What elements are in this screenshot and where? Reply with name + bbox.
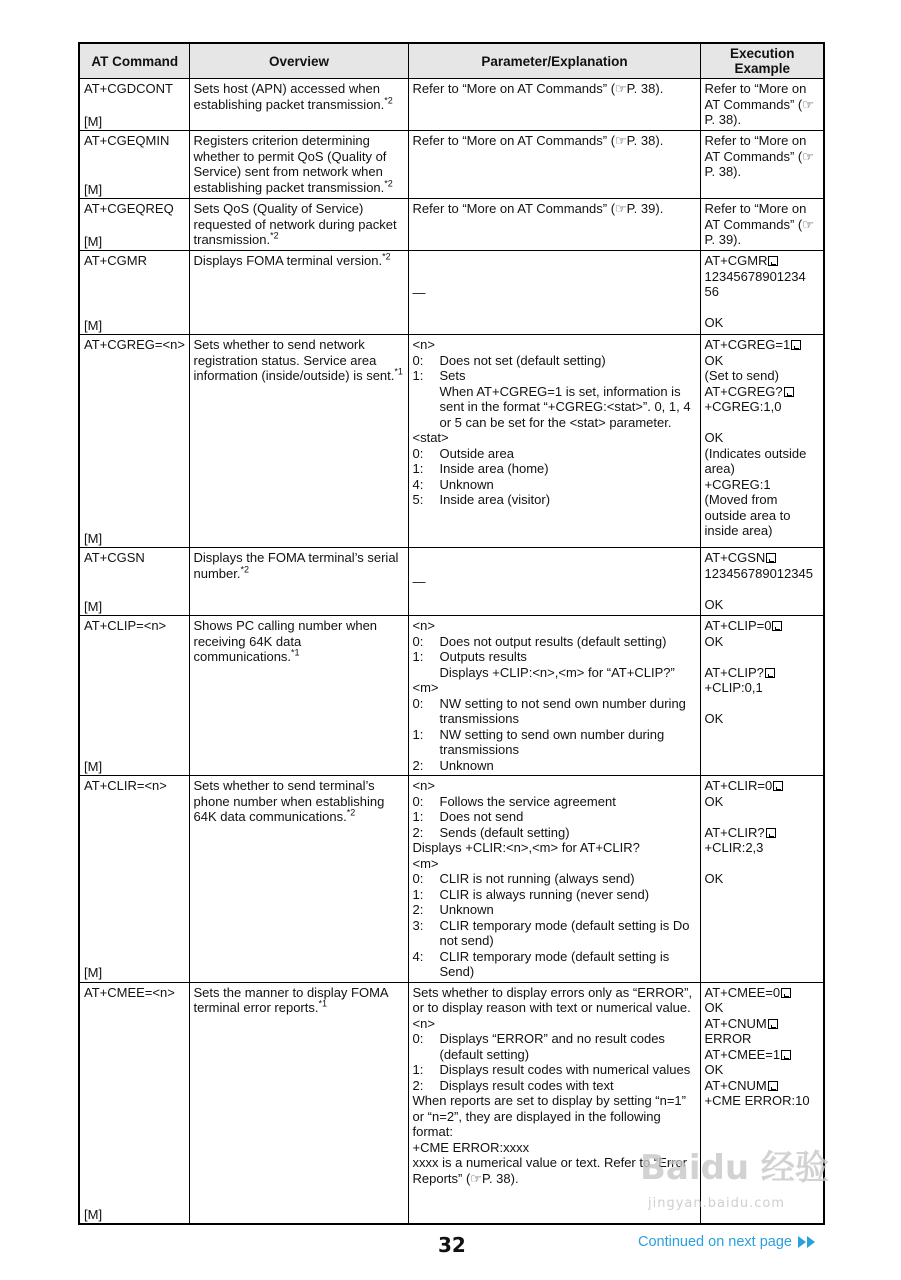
continued-label: Continued on next page — [638, 1234, 792, 1250]
parameter-line — [413, 727, 697, 758]
parameter-number: 5: — [412, 492, 424, 507]
example-line: (Set to send) — [704, 368, 779, 383]
example-line: AT+CLIR=0 — [705, 778, 821, 794]
parameter-line — [413, 1062, 697, 1078]
command-name: AT+CGDCONT — [84, 81, 173, 96]
at-command-table — [78, 42, 825, 1225]
example-line — [705, 649, 821, 665]
mandatory-tag: [M] — [84, 1206, 103, 1222]
example-line: OK — [704, 596, 724, 612]
page — [78, 42, 823, 1225]
example-line: OK — [704, 1062, 724, 1077]
command-name: AT+CGSN — [84, 550, 145, 565]
enter-key-icon — [773, 781, 783, 791]
parameter-text: CLIR temporary mode (default setting is Do not send) — [439, 917, 690, 948]
parameter-line — [413, 825, 697, 841]
parameter-line — [413, 649, 697, 665]
parameter-text: When reports are set to display by setting “n=1” or “n=2”, they are displayed in the following format: — [412, 1093, 686, 1139]
example-line — [705, 809, 821, 825]
table-body — [79, 79, 824, 1225]
example-line: ERROR — [704, 1031, 752, 1046]
parameter-text: <n> — [412, 778, 435, 793]
continued-link[interactable] — [638, 1234, 816, 1250]
parameter-text: <n> — [412, 618, 435, 633]
command-cell — [79, 79, 189, 131]
parameter-dash: — — [412, 573, 426, 589]
parameter-number: 2: — [412, 902, 424, 917]
command-cell — [79, 199, 189, 251]
footnote-mark: *2 — [382, 251, 391, 262]
example-line: Refer to “More on AT Commands” (☞P. 38). — [704, 81, 814, 127]
example-line: +CGREG:1 — [704, 476, 771, 492]
parameter-text: CLIR temporary mode (default setting is Send) — [439, 948, 670, 979]
mandatory-tag: [M] — [84, 233, 103, 249]
table-row — [79, 131, 824, 199]
example-line: +CGREG:1,0 — [704, 399, 782, 414]
parameter-text: Inside area (visitor) — [439, 492, 551, 507]
parameter-line — [413, 794, 697, 810]
parameter-line — [413, 477, 697, 493]
example-line: 56 — [704, 284, 719, 299]
parameter-text: NW setting to not send own number during transmissions — [439, 695, 686, 726]
parameter-number: 1: — [412, 368, 424, 383]
example-line: AT+CMEE=0 — [705, 985, 821, 1001]
overview-cell: Sets QoS (Quality of Service) requested of network during packet transmission.$^{*2}$ — [189, 199, 408, 251]
enter-key-icon — [765, 668, 775, 678]
command-cell — [79, 131, 189, 199]
example-cell — [700, 79, 824, 131]
mandatory-tag: [M] — [84, 598, 103, 614]
parameter-number: 1: — [412, 1062, 424, 1077]
parameter-line — [413, 634, 697, 650]
example-line: +CLIP:0,1 — [704, 680, 763, 695]
table-row — [79, 616, 824, 776]
parameter-text: Unknown — [439, 902, 494, 917]
parameter-line — [413, 1078, 697, 1094]
parameter-number: 2: — [412, 824, 424, 840]
overview-cell: Displays FOMA terminal version.$^{*2}$ — [189, 251, 408, 335]
parameter-text: Unknown — [439, 757, 494, 773]
parameter-text: Sends (default setting) — [439, 824, 570, 840]
example-cell — [700, 251, 824, 335]
overview-cell: Registers criterion determining whether to permit QoS (Quality of Service) sent from network when establishing packet transmission.$^{*2}$ — [189, 131, 408, 199]
enter-key-icon — [791, 340, 801, 350]
table-header-row — [79, 43, 824, 79]
footnote-mark: *2 — [384, 95, 393, 106]
example-line — [705, 696, 821, 712]
header-overview: Overview — [189, 43, 408, 79]
parameter-number: 0: — [412, 1031, 424, 1046]
overview-cell: Sets the manner to display FOMA terminal error reports.$^{*1}$ — [189, 982, 408, 1224]
enter-key-icon — [766, 828, 776, 838]
parameter-line — [413, 446, 697, 462]
parameter-number: 4: — [412, 948, 424, 964]
parameter-number: 1: — [412, 726, 424, 742]
parameter-text: Refer to “More on AT Commands” (☞P. 38). — [412, 133, 664, 148]
parameter-text: When AT+CGREG=1 is set, information is sent in the format “+CGREG:<stat>”. 0, 1, 4 or 5 can be set for the <stat> parameter. — [439, 383, 691, 430]
command-cell — [79, 982, 189, 1224]
table-row — [79, 776, 824, 983]
table-row — [79, 335, 824, 548]
example-line: AT+CGREG=1 — [705, 337, 821, 353]
example-line: OK — [704, 352, 724, 368]
footnote-mark: *2 — [240, 564, 249, 575]
parameter-cell — [408, 548, 700, 616]
command-name: AT+CGEQREQ — [84, 201, 174, 216]
parameter-text: NW setting to send own number during transmissions — [439, 726, 665, 757]
command-cell — [79, 335, 189, 548]
mandatory-tag: [M] — [84, 530, 103, 546]
enter-key-icon — [766, 553, 776, 563]
parameter-text: Unknown — [439, 476, 494, 492]
enter-key-icon — [784, 387, 794, 397]
parameter-text: Refer to “More on AT Commands” (☞P. 38). — [412, 81, 664, 96]
overview-cell: Sets whether to send terminal’s phone number when establishing 64K data communications.$^{*2}$ — [189, 776, 408, 983]
footnote-mark: *2 — [384, 178, 393, 189]
example-line: Refer to “More on AT Commands” (☞P. 39). — [704, 201, 814, 247]
parameter-text: Displays “ERROR” and no result codes (default setting) — [439, 1031, 665, 1062]
double-arrow-icon — [798, 1236, 816, 1248]
parameter-number: 1: — [412, 809, 424, 824]
example-cell — [700, 199, 824, 251]
header-execution-example: Execution Example — [700, 43, 824, 79]
footnote-mark: *1 — [291, 647, 300, 658]
example-line — [705, 415, 821, 431]
example-line: OK — [704, 633, 724, 649]
parameter-text: Displays +CLIR:<n>,<m> for AT+CLIR? — [412, 840, 640, 855]
enter-key-icon — [768, 1019, 778, 1029]
table-row — [79, 199, 824, 251]
parameter-line — [413, 492, 697, 508]
parameter-text: Sets — [439, 368, 466, 383]
parameter-number: 0: — [412, 633, 424, 649]
parameter-line — [413, 887, 697, 903]
example-line: (Indicates outside area) — [704, 445, 811, 476]
parameter-cell — [408, 79, 700, 131]
footnote-mark: *1 — [394, 366, 403, 377]
command-cell — [79, 776, 189, 983]
parameter-line — [413, 1031, 697, 1062]
parameter-number: 0: — [412, 695, 424, 711]
command-name: AT+CLIR=<n> — [84, 778, 167, 793]
overview-cell: Shows PC calling number when receiving 64K data communications.$^{*1}$ — [189, 616, 408, 776]
example-line — [705, 300, 821, 316]
example-line: AT+CGSN — [705, 550, 821, 566]
parameter-text: Refer to “More on AT Commands” (☞P. 39). — [412, 201, 664, 216]
parameter-cell — [408, 131, 700, 199]
example-cell — [700, 616, 824, 776]
example-line: Refer to “More on AT Commands” (☞P. 38). — [704, 133, 814, 179]
header-at-command: AT Command — [79, 43, 189, 79]
parameter-number: 0: — [412, 793, 424, 809]
example-line — [705, 856, 821, 872]
page-number: 32 — [438, 1233, 466, 1257]
parameter-cell — [408, 199, 700, 251]
mandatory-tag: [M] — [84, 965, 103, 980]
parameter-line — [413, 902, 697, 918]
parameter-text: Displays result codes with numerical values — [439, 1062, 691, 1077]
parameter-line — [413, 696, 697, 727]
parameter-text: CLIR is not running (always send) — [439, 871, 635, 886]
parameter-text: Displays result codes with text — [439, 1077, 614, 1093]
parameter-number: 1: — [412, 461, 424, 476]
parameter-line — [413, 368, 697, 384]
parameter-number: 0: — [412, 871, 424, 886]
example-line: +CME ERROR:10 — [704, 1093, 810, 1108]
parameter-number: 4: — [412, 476, 424, 492]
mandatory-tag: [M] — [84, 113, 103, 129]
command-name: AT+CLIP=<n> — [84, 618, 167, 633]
parameter-cell — [408, 616, 700, 776]
parameter-number: 1: — [412, 886, 424, 902]
parameter-text: <m> — [412, 855, 439, 871]
example-line: AT+CGREG? — [705, 384, 821, 400]
example-line: AT+CNUM — [705, 1016, 821, 1032]
parameter-text: Outputs results — [439, 649, 527, 664]
table-row — [79, 251, 824, 335]
header-parameter: Parameter/Explanation — [408, 43, 700, 79]
example-line: 123456789012345 — [704, 565, 813, 581]
parameter-number: 2: — [412, 1077, 424, 1093]
example-cell — [700, 335, 824, 548]
example-line: OK — [704, 711, 724, 726]
mandatory-tag: [M] — [84, 181, 103, 197]
mandatory-tag: [M] — [84, 317, 103, 333]
command-name: AT+CGEQMIN — [84, 133, 170, 148]
example-line: OK — [704, 430, 724, 445]
example-line: OK — [704, 793, 724, 809]
watermark-url: jingyan.baidu.com — [648, 1196, 785, 1211]
example-line: (Moved from outside area to inside area) — [704, 492, 795, 538]
example-line: 12345678901234 — [704, 268, 806, 284]
parameter-cell — [408, 251, 700, 335]
footnote-mark: *2 — [346, 807, 356, 818]
parameter-cell — [408, 776, 700, 983]
example-line: OK — [704, 871, 724, 886]
example-line: OK — [704, 1000, 724, 1015]
overview-cell: Sets host (APN) accessed when establishing packet transmission.$^{*2}$ — [189, 79, 408, 131]
parameter-number: 0: — [412, 352, 424, 368]
mandatory-tag: [M] — [84, 758, 103, 774]
example-line: AT+CLIP=0 — [705, 618, 821, 634]
enter-key-icon — [781, 1050, 791, 1060]
parameter-text: <m> — [412, 680, 439, 695]
command-cell — [79, 548, 189, 616]
parameter-line — [413, 809, 697, 825]
parameter-text: <n> — [412, 337, 435, 352]
parameter-dash: — — [412, 284, 426, 300]
parameter-text: <n> — [412, 1015, 435, 1031]
parameter-text: Displays +CLIP:<n>,<m> for “AT+CLIP?” — [439, 664, 675, 680]
example-line: AT+CMEE=1 — [705, 1047, 821, 1063]
parameter-line — [413, 949, 697, 980]
parameter-text: Follows the service agreement — [439, 793, 616, 809]
parameter-text: Does not set (default setting) — [439, 352, 606, 368]
example-line — [705, 581, 821, 597]
overview-cell: Sets whether to send network registration status. Service area information (inside/outside) is sent.$^{*1}$ — [189, 335, 408, 548]
parameter-number: 2: — [412, 757, 424, 773]
table-row — [79, 79, 824, 131]
footnote-mark: *1 — [318, 998, 327, 1009]
example-line: AT+CNUM — [705, 1078, 821, 1094]
parameter-cell — [408, 335, 700, 548]
command-name: AT+CGREG=<n> — [84, 337, 185, 352]
table-row — [79, 548, 824, 616]
example-line: AT+CLIR? — [705, 825, 821, 841]
overview-cell: Displays the FOMA terminal’s serial number.$^{*2}$ — [189, 548, 408, 616]
example-line: AT+CLIP? — [705, 665, 821, 681]
example-cell — [700, 131, 824, 199]
parameter-text: Sets whether to display errors only as “ERROR”, or to display reason with text or numerical value. — [412, 984, 693, 1015]
parameter-text: CLIR is always running (never send) — [439, 886, 650, 902]
watermark-logo: Baidu 经验 — [640, 1148, 829, 1188]
parameter-line — [413, 871, 697, 887]
command-name: AT+CGMR — [84, 253, 147, 268]
parameter-line — [413, 353, 697, 369]
example-cell — [700, 548, 824, 616]
parameter-text: Does not send — [439, 809, 524, 824]
enter-key-icon — [768, 256, 778, 266]
footnote-mark: *2 — [270, 230, 279, 241]
parameter-line — [413, 758, 697, 774]
parameter-line — [413, 918, 697, 949]
command-name: AT+CMEE=<n> — [84, 984, 175, 1000]
parameter-text: <stat> — [412, 430, 449, 445]
example-line: AT+CGMR — [705, 253, 821, 269]
example-cell — [700, 776, 824, 983]
enter-key-icon — [772, 621, 782, 631]
parameter-text: Inside area (home) — [439, 461, 549, 476]
command-cell — [79, 251, 189, 335]
example-line: OK — [704, 315, 724, 330]
parameter-number: 0: — [412, 445, 424, 461]
example-line: +CLIR:2,3 — [704, 840, 764, 855]
enter-key-icon — [768, 1081, 778, 1091]
enter-key-icon — [781, 988, 791, 998]
parameter-line — [413, 461, 697, 477]
parameter-number: 3: — [412, 917, 424, 933]
parameter-text: +CME ERROR:xxxx — [412, 1139, 530, 1155]
parameter-text: Does not output results (default setting) — [439, 633, 667, 649]
parameter-text: xxxx is a numerical value or text. Refer to “Error Reports” (☞P. 38). — [412, 1155, 688, 1186]
parameter-text: Outside area — [439, 445, 514, 461]
command-cell — [79, 616, 189, 776]
parameter-number: 1: — [412, 649, 424, 664]
